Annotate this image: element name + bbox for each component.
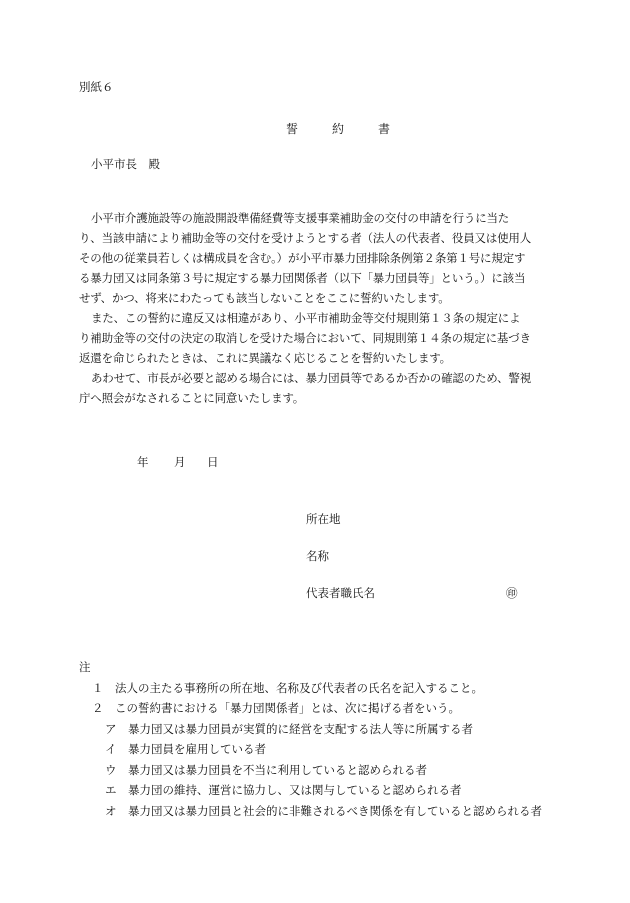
note-subitem: ア 暴力団又は暴力団員が実質的に経営を支配する法人等に所属する者 bbox=[105, 721, 473, 736]
note-item: １ 法人の主たる事務所の所在地、名称及び代表者の氏名を記入すること。 bbox=[92, 680, 483, 695]
paragraph-consent: あわせて、市長が必要と認める場合には、暴力団員等であるか否かの確認のため、警視庁へ照会がなされることに同意いたします。 bbox=[79, 371, 532, 405]
date-year: 年 bbox=[137, 455, 149, 469]
note-subitem: ウ 暴力団又は暴力団員を不当に利用していると認められる者 bbox=[105, 762, 427, 777]
note-subitem: エ 暴力団の維持、運営に協力し、又は関与していると認められる者 bbox=[105, 783, 462, 797]
note-subitem: イ 暴力団員を雇用している者 bbox=[105, 742, 266, 756]
addressee: 小平市長 殿 bbox=[91, 157, 160, 171]
notes-section bbox=[79, 657, 542, 821]
seal-mark: ㊞ bbox=[506, 586, 518, 600]
note-subitem: オ 暴力団又は暴力団員と社会的に非難されるべき関係を有していると認められる者 bbox=[105, 803, 542, 818]
representative-label: 代表者職氏名 bbox=[306, 586, 375, 600]
paragraph-pledge: 小平市介護施設等の施設開設準備経費等支援事業補助金の交付の申請を行うに当たり、当該申請により補助金等の交付を受けようとする者（法人の代表者、役員又は使用人その他の従業員若しくは構成員を含む。）が小平市暴力団排除条例第２条第１号に規定する暴力団又は同条第３号に規定する暴力団関係者（以下「暴力団員等」という。）に該当せず、かつ、将来にわたっても該当しないことをここに誓約いたします。 bbox=[79, 211, 531, 305]
name-label: 名称 bbox=[306, 549, 329, 563]
date-month: 月 bbox=[174, 455, 186, 469]
document-title: 誓 約 書 bbox=[286, 122, 402, 136]
note-item: ２ この誓約書における「暴力団関係者」とは、次に掲げる者をいう。 bbox=[92, 701, 460, 715]
notes-heading: 注 bbox=[79, 660, 91, 674]
date-day: 日 bbox=[207, 455, 219, 469]
form-id: 別紙６ bbox=[79, 80, 114, 94]
address-label: 所在地 bbox=[306, 512, 341, 526]
paragraph-violation: また、この誓約に違反又は相違があり、小平市補助金等交付規則第１３条の規定により補助金等の交付の決定の取消しを受けた場合において、同規則第１４条の規定に基づき返還を命じられたときは、これに異議なく応じることを誓約いたします。 bbox=[79, 311, 531, 365]
